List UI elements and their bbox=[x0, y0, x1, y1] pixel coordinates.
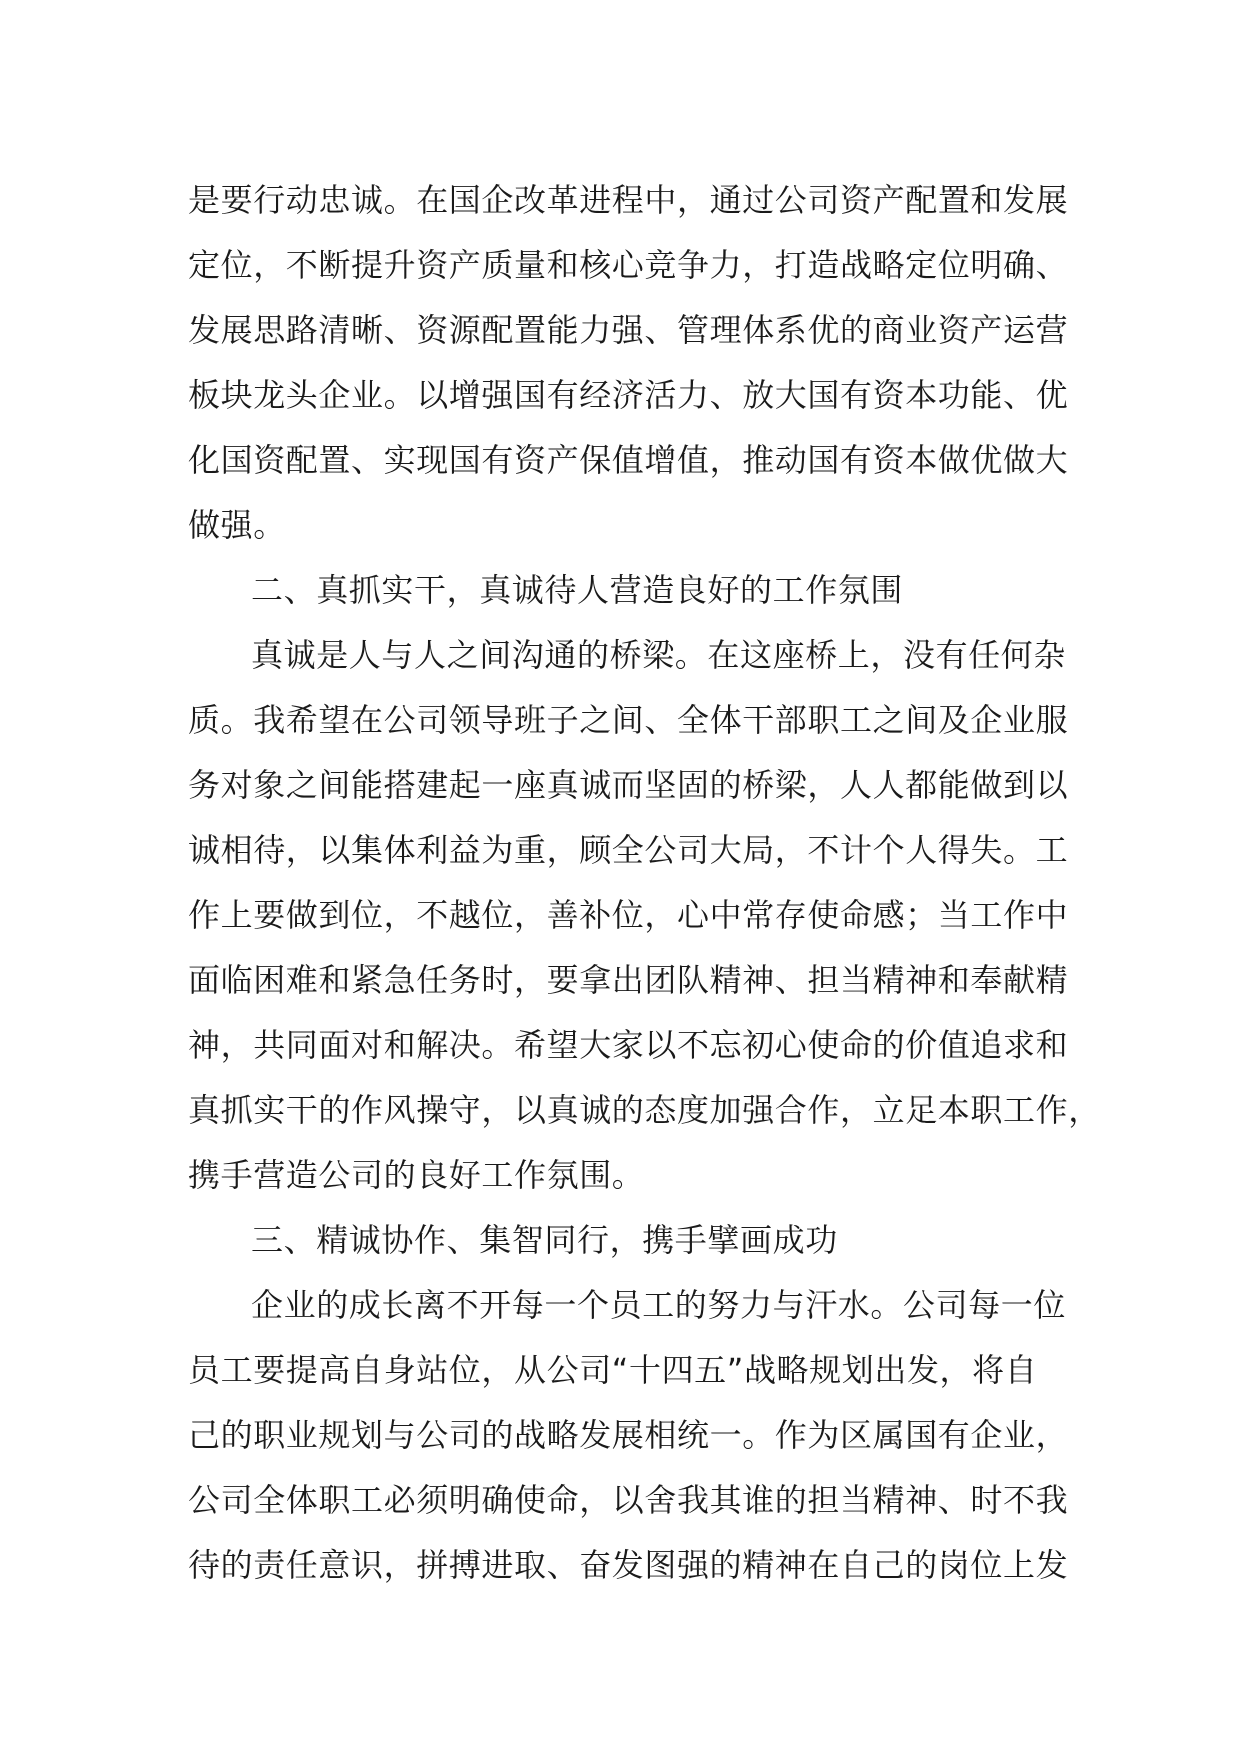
text-line: 质。我希望在公司领导班子之间、全体干部职工之间及企业服 bbox=[188, 701, 1069, 739]
text-line: 面临困难和紧急任务时，要拿出团队精神、担当精神和奉献精 bbox=[188, 961, 1069, 999]
text-line: 待的责任意识，拼搏进取、奋发图强的精神在自己的岗位上发 bbox=[188, 1546, 1069, 1584]
section-heading: 三、精诚协作、集智同行，携手擘画成功 bbox=[251, 1221, 838, 1259]
text-line: 发展思路清晰、资源配置能力强、管理体系优的商业资产运营 bbox=[188, 311, 1069, 349]
text-line: 神，共同面对和解决。希望大家以不忘初心使命的价值追求和 bbox=[188, 1026, 1069, 1064]
text-line: 做强。 bbox=[188, 506, 286, 544]
text-line: 定位，不断提升资产质量和核心竞争力，打造战略定位明确、 bbox=[188, 246, 1069, 284]
paragraph-first-line: 企业的成长离不开每一个员工的努力与汗水。公司每一位 bbox=[251, 1286, 1067, 1324]
text-line: 务对象之间能搭建起一座真诚而坚固的桥梁，人人都能做到以 bbox=[188, 766, 1069, 804]
text-line: 诚相待，以集体利益为重，顾全公司大局，不计个人得失。工 bbox=[188, 831, 1069, 869]
text-line: 公司全体职工必须明确使命，以舍我其谁的担当精神、时不我 bbox=[188, 1481, 1069, 1519]
text-line: 携手营造公司的良好工作氛围。 bbox=[188, 1156, 645, 1194]
text-line: 板块龙头企业。以增强国有经济活力、放大国有资本功能、优 bbox=[188, 376, 1069, 414]
text-line: 员工要提高自身站位，从公司“十四五”战略规划出发，将自 bbox=[188, 1351, 1038, 1389]
body-text bbox=[188, 168, 1101, 1598]
section-heading: 二、真抓实干，真诚待人营造良好的工作氛围 bbox=[251, 571, 904, 609]
text-line: 真抓实干的作风操守，以真诚的态度加强合作，立足本职工作， bbox=[188, 1091, 1101, 1129]
text-line: 化国资配置、实现国有资产保值增值，推动国有资本做优做大 bbox=[188, 441, 1069, 479]
text-line: 是要行动忠诚。在国企改革进程中，通过公司资产配置和发展 bbox=[188, 181, 1069, 219]
paragraph-first-line: 真诚是人与人之间沟通的桥梁。在这座桥上，没有任何杂 bbox=[251, 636, 1067, 674]
text-line: 己的职业规划与公司的战略发展相统一。作为区属国有企业， bbox=[188, 1416, 1069, 1454]
text-line: 作上要做到位，不越位，善补位，心中常存使命感；当工作中 bbox=[188, 896, 1069, 934]
